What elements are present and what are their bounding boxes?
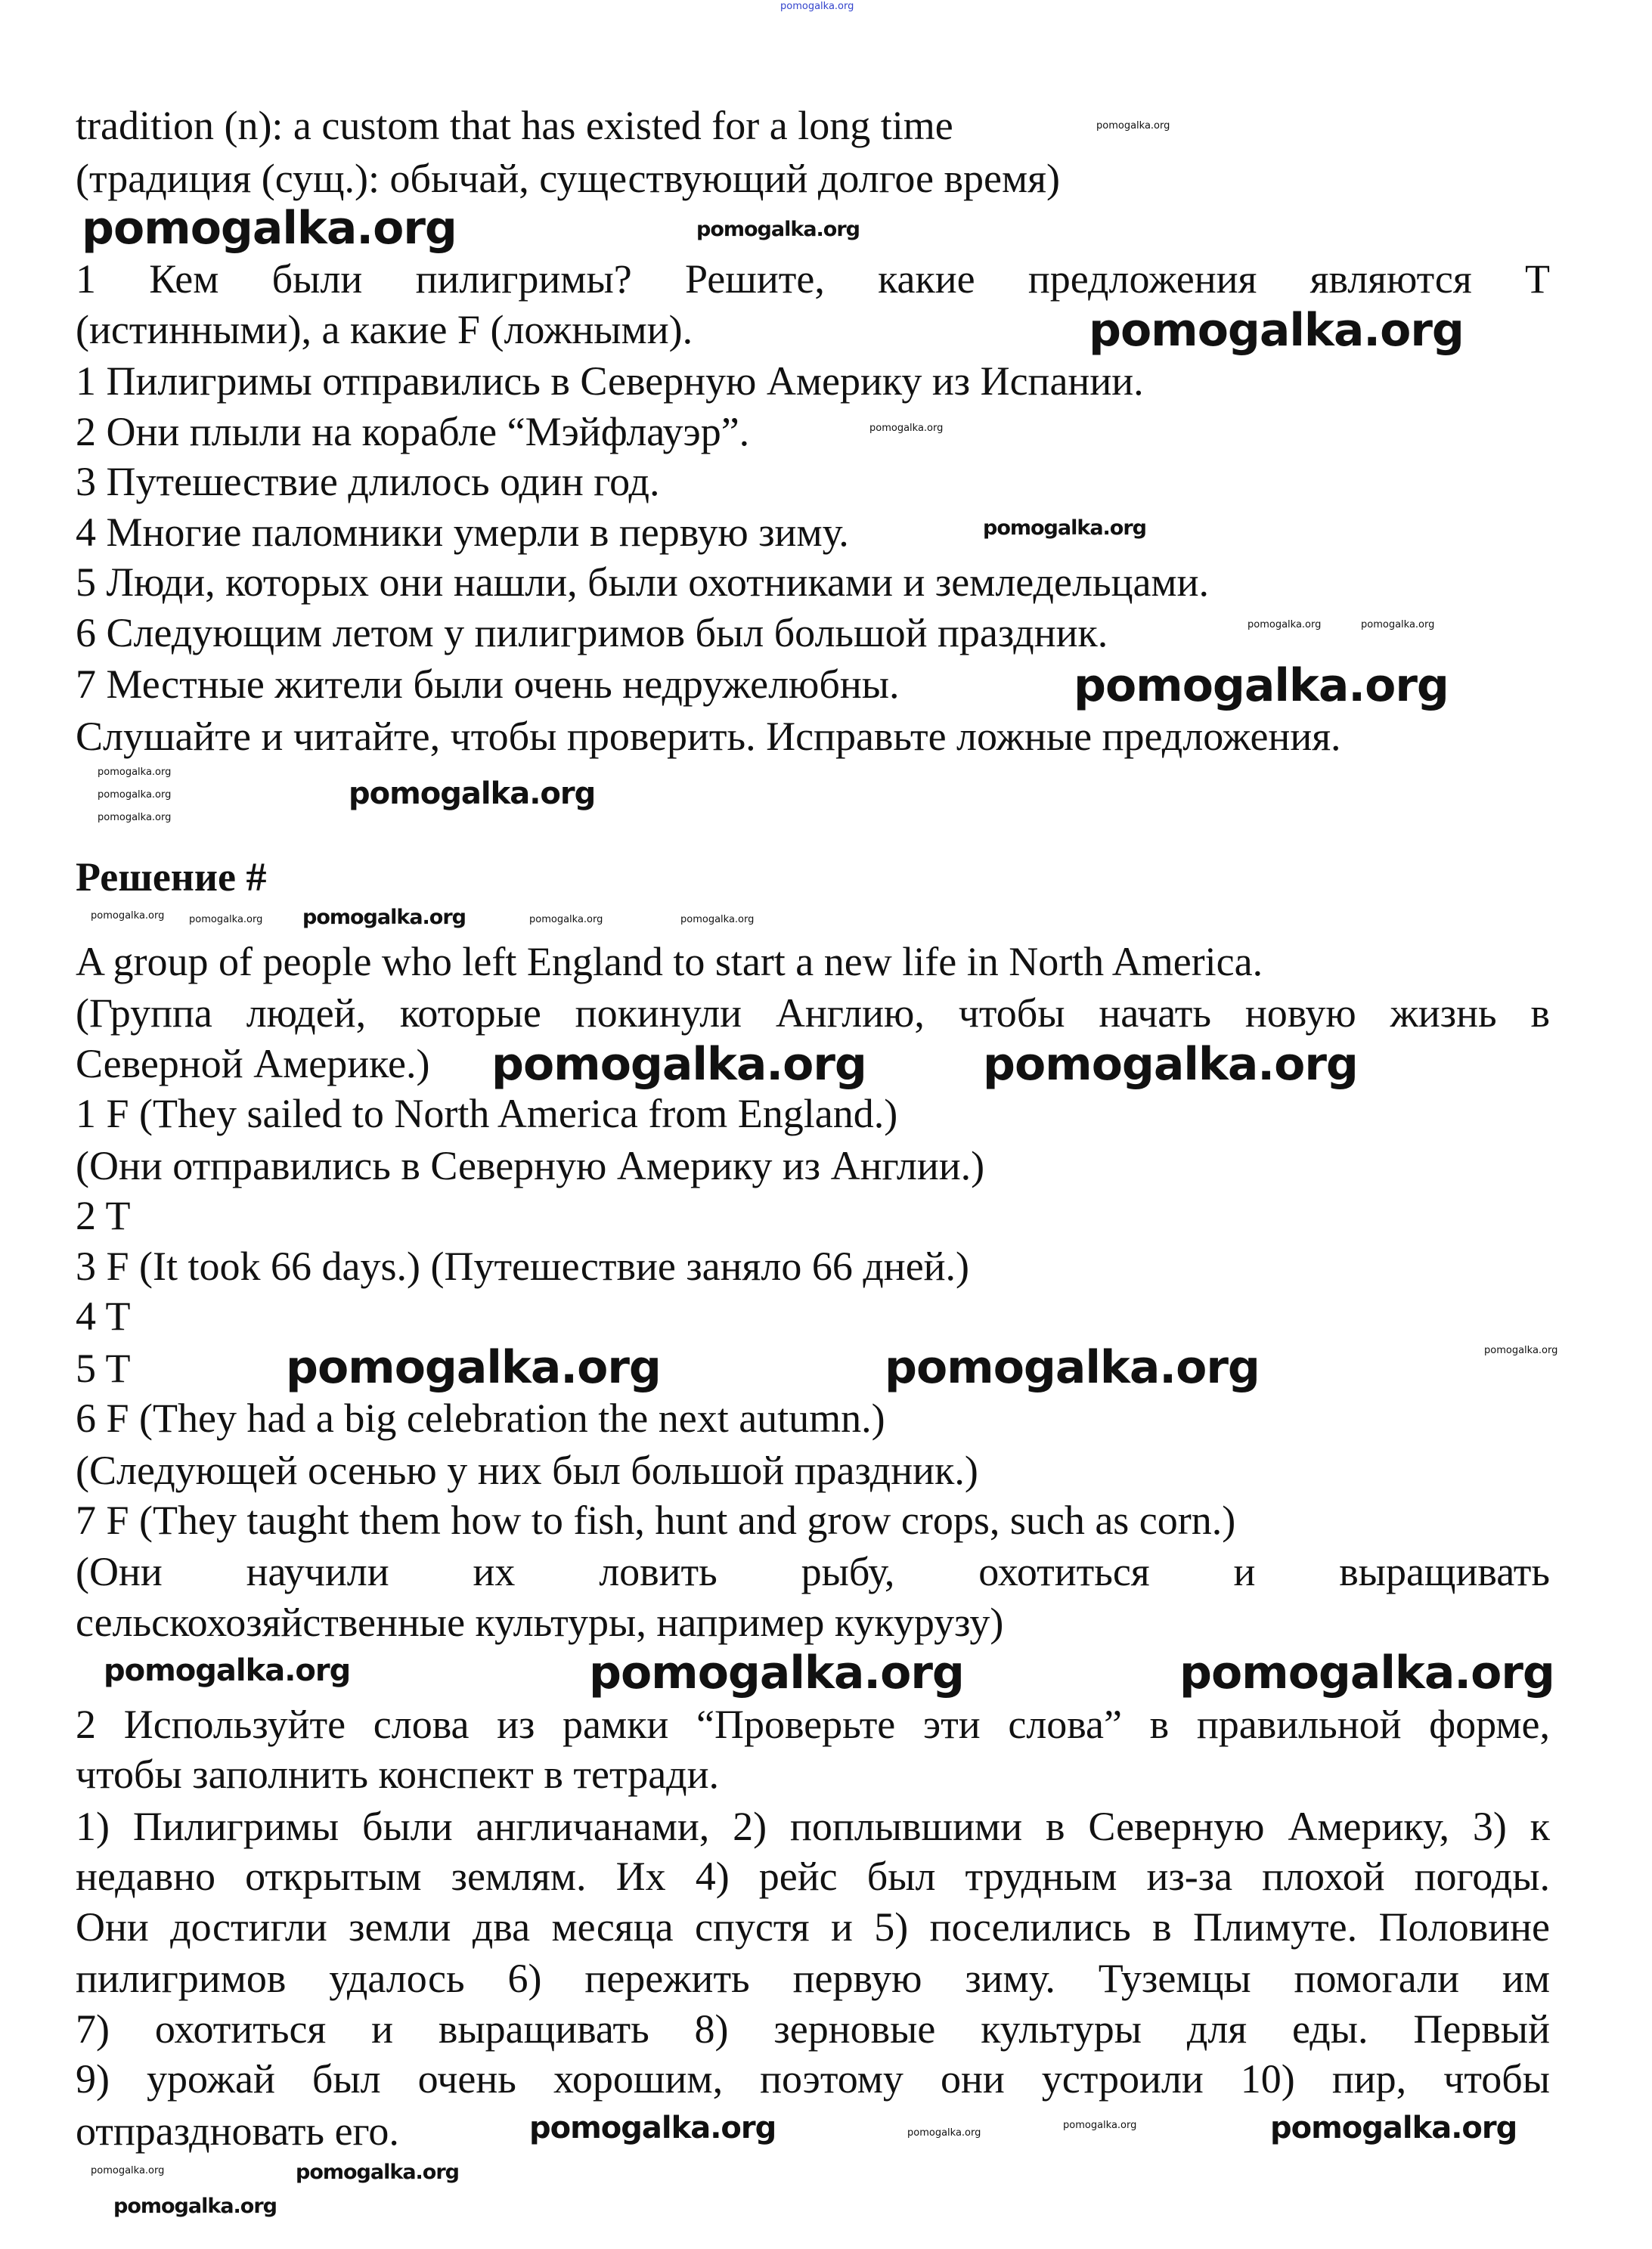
summary-line: пилигримов удалось 6) пережить первую зиму. Туземцы помогали им (76, 1956, 1550, 2001)
task-1-title: 1 Кем были пилигримы? Решите, какие предложения являются T (76, 256, 1550, 302)
solution-heading: Решение # (76, 854, 267, 900)
answer-line: сельскохозяйственные культуры, например кукурузу) (76, 1600, 1004, 1645)
answer-line: 4 T (76, 1293, 131, 1339)
answer-line: 5 T (76, 1346, 131, 1391)
summary-line: 7) охотиться и выращивать 8) зерновые культуры для еды. Первый (76, 2006, 1550, 2052)
answer-line: (Следующей осенью у них был большой праздник.) (76, 1448, 978, 1493)
watermark: pomogalka.org (529, 914, 603, 925)
watermark: pomogalka.org (91, 2165, 165, 2176)
watermark: pomogalka.org (113, 2195, 277, 2218)
summary-line: 9) урожай был очень хорошим, поэтому они устроили 10) пир, чтобы (76, 2056, 1550, 2102)
watermark: pomogalka.org (1484, 1345, 1558, 1356)
statement-3: 3 Путешествие длилось один год. (76, 459, 660, 504)
task-1-title-cont: (истинными), а какие F (ложными). (76, 307, 693, 352)
statement-5: 5 Люди, которых они нашли, были охотниками и земледельцами. (76, 559, 1210, 605)
definition-translation: (традиция (сущ.): обычай, существующий долгое время) (76, 156, 1060, 201)
watermark: pomogalka.org (869, 423, 944, 434)
answer-line: (Группа людей, которые покинули Англию, чтобы начать новую жизнь в (76, 990, 1550, 1036)
watermark: pomogalka.org (1063, 2120, 1137, 2131)
answer-line: Северной Америке.) (76, 1041, 430, 1086)
watermark: pomogalka.org (885, 1341, 1260, 1394)
watermark: pomogalka.org (82, 202, 457, 255)
task-instruction: Слушайте и читайте, чтобы проверить. Исправьте ложные предложения. (76, 714, 1341, 759)
watermark: pomogalka.org (1361, 619, 1435, 630)
watermark: pomogalka.org (983, 516, 1146, 540)
watermark: pomogalka.org (296, 2161, 459, 2184)
task-2-title-cont: чтобы заполнить конспект в тетради. (76, 1752, 720, 1797)
watermark: pomogalka.org (680, 914, 755, 925)
watermark: pomogalka.org (98, 812, 172, 823)
watermark: pomogalka.org (907, 2127, 981, 2139)
watermark: pomogalka.org (1248, 619, 1322, 630)
task-2-title: 2 Используйте слова из рамки “Проверьте эти слова” в правильной форме, (76, 1702, 1550, 1747)
watermark: pomogalka.org (302, 906, 466, 929)
watermark: pomogalka.org (529, 2111, 776, 2145)
watermark: pomogalka.org (1096, 120, 1170, 132)
watermark: pomogalka.org (104, 1653, 351, 1688)
watermark: pomogalka.org (1179, 1646, 1554, 1699)
statement-6: 6 Следующим летом у пилигримов был большой праздник. (76, 610, 1108, 655)
answer-line: (Они отправились в Северную Америку из Англии.) (76, 1143, 985, 1188)
answer-line: 7 F (They taught them how to fish, hunt and grow crops, such as corn.) (76, 1498, 1236, 1543)
watermark: pomogalka.org (491, 1038, 866, 1091)
watermark: pomogalka.org (189, 914, 263, 925)
watermark: pomogalka.org (1270, 2111, 1517, 2145)
watermark: pomogalka.org (286, 1341, 661, 1394)
answer-line: A group of people who left England to start a new life in North America. (76, 939, 1263, 984)
summary-line: 1) Пилигримы были англичанами, 2) поплывшими в Северную Америку, 3) к (76, 1804, 1550, 1849)
watermark: pomogalka.org (1089, 304, 1464, 357)
watermark: pomogalka.org (780, 1, 854, 12)
watermark: pomogalka.org (1074, 659, 1449, 712)
watermark: pomogalka.org (91, 910, 165, 922)
statement-1: 1 Пилигримы отправились в Северную Америку из Испании. (76, 358, 1144, 404)
summary-line: отпраздновать его. (76, 2108, 399, 2154)
watermark: pomogalka.org (589, 1646, 964, 1699)
answer-line: 2 T (76, 1193, 131, 1238)
statement-7: 7 Местные жители были очень недружелюбны. (76, 661, 900, 707)
answer-line: 6 F (They had a big celebration the next autumn.) (76, 1396, 885, 1441)
statement-4: 4 Многие паломники умерли в первую зиму. (76, 510, 849, 555)
answer-line: (Они научили их ловить рыбу, охотиться и выращивать (76, 1549, 1550, 1594)
watermark: pomogalka.org (696, 218, 860, 241)
answer-line: 1 F (They sailed to North America from England.) (76, 1091, 898, 1136)
watermark: pomogalka.org (98, 767, 172, 778)
statement-2: 2 Они плыли на корабле “Мэйфлауэр”. (76, 409, 750, 454)
answer-line: 3 F (It took 66 days.) (Путешествие заняло 66 дней.) (76, 1244, 970, 1289)
watermark: pomogalka.org (349, 776, 596, 811)
summary-line: недавно открытым землям. Их 4) рейс был трудным из-за плохой погоды. (76, 1854, 1550, 1899)
watermark: pomogalka.org (98, 789, 172, 801)
definition-line: tradition (n): a custom that has existed for a long time (76, 103, 953, 148)
watermark: pomogalka.org (983, 1038, 1358, 1091)
summary-line: Они достигли земли два месяца спустя и 5) поселились в Плимуте. Половине (76, 1904, 1550, 1950)
